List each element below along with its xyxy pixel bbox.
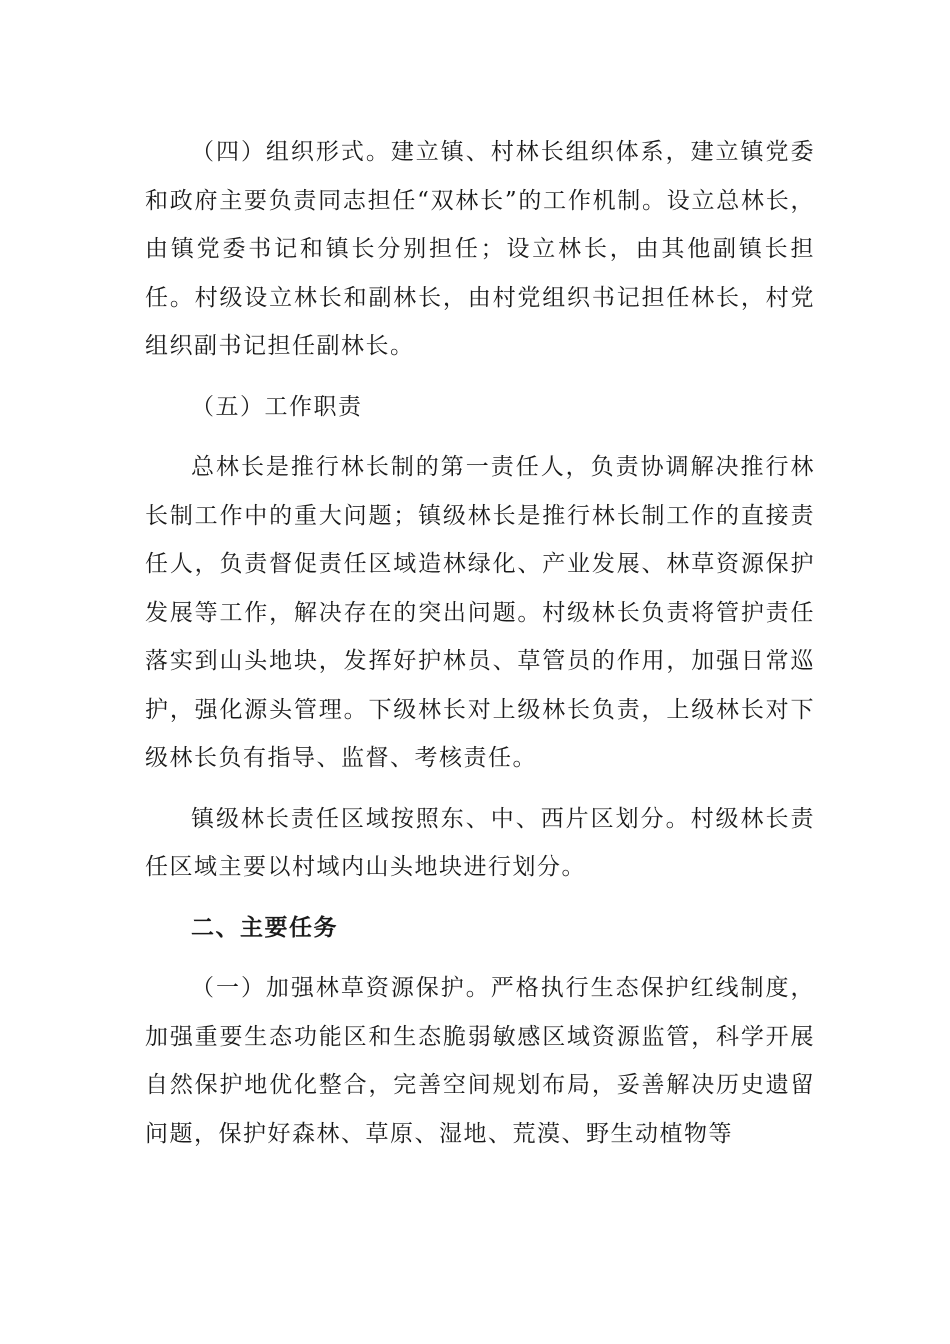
paragraph-responsibility-zones: 镇级林长责任区域按照东、中、西片区划分。村级林长责任区域主要以村域内山头地块进行划分。 <box>145 805 815 880</box>
section-heading-main-tasks: 二、主要任务 <box>191 914 338 941</box>
paragraph-work-duties-title: （五）工作职责 <box>191 393 363 420</box>
paragraph-organization-form: （四）组织形式。建立镇、村林长组织体系，建立镇党委和政府主要负责同志担任“双林长”的工作机制。设立总林长，由镇党委书记和镇长分别担任；设立林长，由其他副镇长担任。村级设立林长和副林长，由村党组织书记担任林长，村党组织副书记担任副林长。 <box>145 139 815 359</box>
paragraph-resource-protection: （一）加强林草资源保护。严格执行生态保护红线制度，加强重要生态功能区和生态脆弱敏感区域资源监管，科学开展自然保护地优化整合，完善空间规划布局，妥善解决历史遗留问题，保护好森林、草原、湿地、荒漠、野生动植物等 <box>145 975 815 1147</box>
document-body <box>145 128 815 1158</box>
paragraph-chief-responsibilities: 总林长是推行林长制的第一责任人，负责协调解决推行林长制工作中的重大问题；镇级林长是推行林长制工作的直接责任人，负责督促责任区域造林绿化、产业发展、林草资源保护发展等工作，解决存在的突出问题。村级林长负责将管护责任落实到山头地块，发挥好护林员、草管员的作用，加强日常巡护，强化源头管理。下级林长对上级林长负责，上级林长对下级林长负有指导、监督、考核责任。 <box>145 454 815 771</box>
